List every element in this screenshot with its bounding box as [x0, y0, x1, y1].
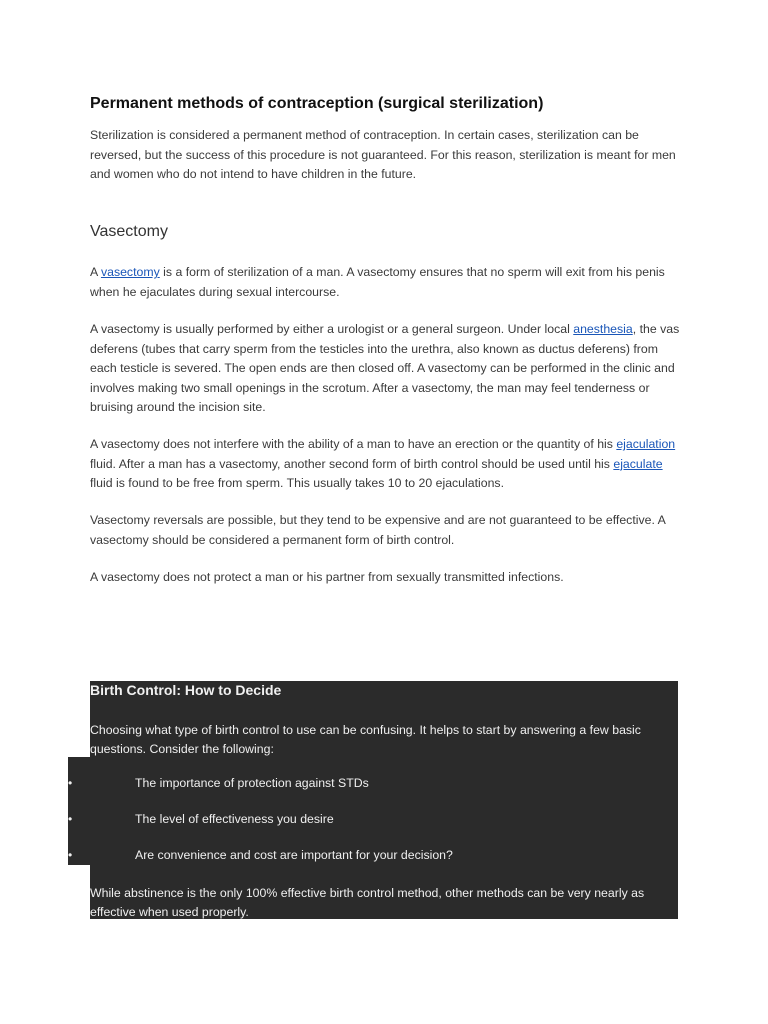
- text-span: fluid is found to be free from sperm. This usually takes 10 to 20 ejaculations.: [90, 476, 504, 490]
- text-span: fluid. After a man has a vasectomy, another second form of birth control should be used until his: [90, 456, 614, 471]
- list-item: [68, 809, 668, 845]
- link-vasectomy[interactable]: vasectomy: [100, 265, 160, 279]
- link-ejaculate[interactable]: ejaculate: [613, 456, 663, 471]
- list-item: [68, 773, 668, 809]
- text-span: , the vas deferens (tubes that carry sperm from the testicles into the urethra, also known as ductus deferens) from each testicle is severed. The open ends are then closed off. A vasectomy can be performed in the clinic and involves making two small openings in the scrotum. After a vasectomy, the man may feel tenderness or bruising around the incision site.: [90, 322, 680, 414]
- paragraph-vasectomy-procedure: [90, 320, 680, 418]
- list-item-text: Are convenience and cost are important for your decision?: [135, 848, 453, 862]
- text-span: A vasectomy does not interfere with the ability of a man to have an erection or the quantity of his: [90, 437, 617, 451]
- section-heading-vasectomy: Vasectomy: [90, 223, 168, 240]
- paragraph-vasectomy-effects: [90, 435, 680, 494]
- paragraph-vasectomy-sti: A vasectomy does not protect a man or his partner from sexually transmitted infections.: [90, 570, 564, 584]
- page-title: Permanent methods of contraception (surgical sterilization): [90, 95, 544, 112]
- paragraph-vasectomy-definition: [90, 263, 680, 302]
- bullet-icon: •: [68, 776, 73, 790]
- text-span: A: [90, 265, 101, 279]
- birth-control-questions-list: [68, 773, 668, 881]
- text-span: A vasectomy is usually performed by either a urologist or a general surgeon. Under local: [90, 322, 574, 336]
- text-span: is a form of sterilization of a man. A vasectomy ensures that no sperm will exit from his penis when he ejaculates during sexual intercourse.: [90, 265, 665, 299]
- link-anesthesia[interactable]: anesthesia: [573, 322, 633, 336]
- birth-control-box-closing: While abstinence is the only 100% effective birth control method, other methods can be very nearly as effective when used properly.: [90, 886, 645, 919]
- bullet-icon: •: [68, 812, 73, 826]
- intro-paragraph: Sterilization is considered a permanent method of contraception. In certain cases, sterilization can be reversed, but the success of this procedure is not guaranteed. For this reason, sterilization is meant for men and women who do not intend to have children in the future.: [90, 128, 676, 181]
- birth-control-box-title: Birth Control: How to Decide: [90, 682, 282, 698]
- paragraph-vasectomy-reversal: Vasectomy reversals are possible, but they tend to be expensive and are not guaranteed to be effective. A vasectomy should be considered a permanent form of birth control.: [90, 513, 666, 547]
- link-ejaculation[interactable]: ejaculation: [616, 437, 676, 451]
- list-item-text: The level of effectiveness you desire: [135, 812, 334, 826]
- list-item-text: The importance of protection against STDs: [135, 776, 369, 790]
- birth-control-box-intro: Choosing what type of birth control to use can be confusing. It helps to start by answering a few basic questions. Consider the following:: [90, 723, 641, 756]
- list-item: [68, 845, 668, 881]
- bullet-icon: •: [68, 848, 73, 862]
